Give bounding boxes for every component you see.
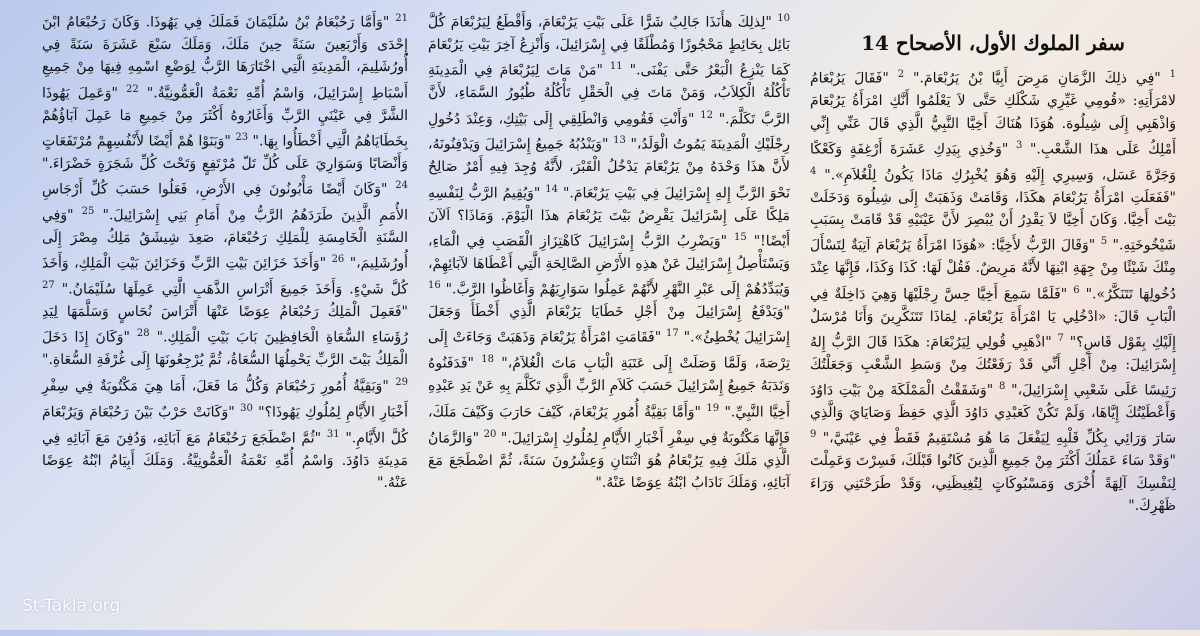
verse-text: "فَدَفَنُوهُ وَنَدَبَهُ جَمِيعُ إِسْرَائِيلَ حَسَبَ كَلاَمِ الرَّبِّ الَّذِي تَكَلَّمَ بِهِ عَنْ يَدِ عَبْدِهِ أَخِيَّا النَّبِيِّ."	[428, 356, 791, 421]
verse-number: 13	[613, 135, 626, 147]
verse-text: "وَيَدْفَعُ إِسْرَائِيلَ مِنْ أَجْلِ خَطَايَا يَرُبْعَامَ الَّذِي أَخْطَأَ وَجَعَلَ إِسْرَائِيلَ يُخْطِئُ»."	[428, 304, 790, 347]
verse-text: "وَعَمِلَ يَهُوذَا الشَّرَّ فِي عَيْنَيِ الرَّبِّ وَأَغَارُوهُ أَكْثَرَ مِنْ جَمِيعِ مَا عَمِلَ آبَاؤُهُمْ بِخَطَايَاهُمُ الَّتِي أَخْطَأُوا بِهَا."	[42, 85, 409, 150]
verse-text: "اذْهَبِي قُولِي لِيَرُبْعَامَ: هكَذَا قَالَ الرَّبُّ إِلهُ إِسْرَائِيلَ: مِنْ أَجْلِ أَنِّي قَدْ رَفَعْتُكَ مِنْ وَسَطِ الشَّعْبِ وَجَعَلْتُكَ رَئِيسًا عَلَى شَعْبِي إِسْرَائِيلَ،"	[810, 334, 1176, 399]
verse-text: "وَأَمَّا رَحُبْعَامُ بْنُ سُلَيْمَانَ فَمَلَكَ فِي يَهُوذَا. وَكَانَ رَحُبْعَامُ ابْنَ إِحْدَى وَأَرْبَعِينَ سَنَةً حِينَ مَلَكَ، وَمَلَكَ سَبْعَ عَشَرَةَ سَنَةً فِي أُورُشَلِيمَ، الْمَدِينَةِ الَّتِي اخْتَارَهَا الرَّبُّ لِوَضْعِ اسْمِهِ فِيهَا مِنْ جَمِيعِ أَسْبَاطِ إِسْرَائِيلَ، وَاسْمُ أُمِّهِ نَعْمَةُ الْعَمُّونِيَّةُ."	[42, 14, 409, 102]
verse-text: "وَكَانَ أَيْضًا مَأْبُونُونَ فِي الأَرْضِ، فَعَلُوا حَسَبَ كُلِّ أَرْجَاسِ الأُمَمِ الَّذِينَ طَرَدَهُمُ الرَّبُّ مِنْ أَمَامِ بَنِي إِسْرَائِيلَ."	[42, 181, 408, 224]
column-text	[810, 64, 1176, 517]
verse-number: 28	[136, 328, 150, 340]
verse-number: 24	[395, 180, 408, 192]
verse-number: 20	[483, 428, 497, 440]
verse-number: 31	[326, 428, 340, 440]
verse-number: 3	[1015, 139, 1023, 151]
verse-number: 10	[777, 13, 790, 24]
verse-text: "مَنْ مَاتَ لِيَرُبْعَامَ فِي الْمَدِينَةِ تَأْكُلُهُ الْكِلاَبُ، وَمَنْ مَاتَ فِي الْحَقْلِ تَأْكُلُهُ طُيُورُ السَّمَاءِ، لأَنَّ الرَّبَّ تَكَلَّمَ."	[428, 62, 791, 128]
column-text	[428, 8, 790, 494]
verse-number: 6	[1073, 284, 1080, 296]
verse-number: 26	[331, 254, 345, 266]
verse-text: "وَيُقِيمُ الرَّبُّ لِنَفْسِهِ مَلِكًا عَلَى إِسْرَائِيلَ يَقْرِضُ بَيْتَ يَرُبْعَامَ هذَا الْيَوْمَ. وَمَاذَا؟ اَلآنَ أَيْضًا!"	[428, 185, 790, 250]
verse-text: "فَعَمِلَ الْمَلِكُ رَحُبْعَامُ عِوَضًا عَنْهَا أَتْرَاسَ نُحَاسٍ وَسَلَّمَهَا لِيَدِ رُؤَسَاءِ السُّعَاةِ الْحَافِظِينَ بَابَ بَيْتِ الْمَلِكِ."	[42, 304, 408, 347]
verse-text: "فَقَامَتِ امْرَأَةُ يَرُبْعَامَ وَذَهَبَتْ وَجَاءَتْ إِلَى تِرْصَةَ، وَلَمَّا وَصَلَتْ إِلَى عَتَبَةِ الْبَابِ مَاتَ الْغُلاَمُ،"	[428, 330, 791, 373]
verse-number: 8	[999, 381, 1006, 393]
verse-number: 16	[428, 280, 441, 292]
verse-text: "وَأَخَذَ خَزَائِنَ بَيْتِ الرَّبِّ وَخَزَائِنَ بَيْتِ الْمَلِكِ، وَأَخَذَ كُلَّ شَيْءٍ. وَأَخَذَ جَمِيعَ أَتْرَاسِ الذَّهَبِ الَّتِي عَمِلَهَا سُلَيْمَانُ."	[42, 255, 408, 298]
verse-text: "وَقَالَ الرَّبُّ لأَخِيَّا: «هُوَذَا امْرَأَةُ يَرُبْعَامَ آتِيَةٌ لِتَسْأَلَ مِنْكَ شَيْئًا مِنْ جِهَةِ ابْنِهَا لأَنَّهُ مَرِيضٌ. فَقُلْ لَهَا: كَذَا وَكَذَا، فَإِنَّهَا عِنْدَ دُخُولِهَا تَتَنَكَّرُ»."	[810, 238, 1177, 303]
verse-number: 7	[1057, 332, 1064, 344]
verse-text: "لِذلِكَ هأَنَذَا جَالِبٌ شَرًّا عَلَى بَيْتِ يَرُبْعَامَ، وَأَقْطَعُ لِيَرُبْعَامَ كُلَّ بَائِل بِحَائِطٍ مَحْجُوزًا وَمُطْلَقًا فِي إِسْرَائِيلَ، وَأَنْزِعُ آخِرَ بَيْتِ يَرُبْعَامَ كَمَا يَنْزِعُ الْبَعْرُ حَتَّى يَفْنَى."	[428, 14, 790, 79]
verse-number: 23	[235, 131, 249, 143]
verse-number: 12	[700, 109, 713, 121]
verse-text: "وَأَمَّا بَقِيَّةُ أُمُورِ يَرُبْعَامَ، كَيْفَ حَارَبَ وَكَيْفَ مَلَكَ، فَإِنَّهَا مَكْتُوبَةٌ فِي سِفْرِ أَخْبَارِ الأَيَّامِ لِمُلُوكِ إِسْرَائِيلَ."	[428, 404, 790, 447]
verse-text: "فَقَالَ يَرُبْعَامُ لامْرَأَتِهِ: «قُومِي غَيِّرِي شَكْلَكِ حَتَّى لاَ يَعْلَمُوا أَنَّكِ امْرَأَةُ يَرُبْعَامَ وَاذْهَبِي إِلَى شِيلُوهَ. هُوَذَا هُنَاكَ أَخِيَّا النَّبِيُّ الَّذِي قَالَ عَنِّي إِنِّي أَمْلِكُ عَلَى هذَا الشَّعْبِ."	[810, 70, 1177, 158]
text-column-2	[418, 6, 800, 636]
verse-text: "فَفَعَلَتِ امْرَأَةُ يَرُبْعَامَ هكَذَا، وَقَامَتْ وَذَهَبَتْ إِلَى شِيلُوهَ وَدَخَلَتْ بَيْتَ أَخِيَّا. وَكَانَ أَخِيَّا لاَ يَقْدِرُ أَنْ يُبْصِرَ لأَنَّ عَيْنَيْهِ قَدْ قَامَتْ بِسَبَبِ شَيْخُوخَتِهِ."	[810, 189, 1177, 254]
watermark-logo: St-Takla.org	[22, 596, 121, 616]
verse-number: 19	[706, 402, 720, 414]
verse-number: 27	[42, 280, 55, 292]
verse-number: 11	[609, 61, 623, 73]
chapter-title: سفر الملوك الأول، الأصحاح 14	[861, 31, 1125, 55]
verse-number: 18	[481, 354, 494, 366]
verse-number: 25	[81, 206, 95, 217]
verse-number: 1	[1169, 69, 1177, 81]
verse-number: 21	[395, 13, 408, 24]
verse-text: "وَكَانَتْ حَرْبٌ بَيْنَ رَحُبْعَامَ وَيَرُبْعَامَ كُلَّ الأَيَّامِ."	[42, 404, 409, 447]
verse-text: "وَفِي السَّنَةِ الْخَامِسَةِ لِلْمَلِكِ رَحُبْعَامَ، صَعِدَ شِيشَقُ مَلِكُ مِصْرَ إِلَى أُورُشَلِيمَ،"	[42, 207, 408, 272]
verse-text: "وَالزَّمَانُ الَّذِي مَلَكَ فِيهِ يَرُبْعَامُ هُوَ اثْنَتَانِ وَعِشْرُونَ سَنَةً، ثُمَّ اضْطَجَعَ مَعَ آبَائِهِ، وَمَلَكَ نَادَابُ ابْنُهُ عِوَضًا عَنْهُ."	[428, 430, 790, 491]
column-text	[42, 8, 408, 494]
verse-text: "وَشَقَقْتُ الْمَمْلَكَةَ مِنْ بَيْتِ دَاوُدَ وَأَعْطَيْتُكَ إِيَّاهَا، وَلَمْ تَكُنْ كَعَبْدِي دَاوُدَ الَّذِي حَفِظَ وَصَايَايَ وَالَّذِي سَارَ وَرَائِي بِكُلِّ قَلْبِهِ لِيَفْعَلَ مَا هُوَ مُسْتَقِيمٌ فَقَطْ فِي عَيْنَيَّ،"	[810, 382, 1176, 447]
verse-text: "فَلَمَّا سَمِعَ أَخِيَّا حِسَّ رِجْلَيْهَا وَهِيَ دَاخِلَةٌ فِي الْبَابِ قَالَ: «ادْخُلِي يَا امْرَأَةَ يَرُبْعَامَ. لِمَاذَا تَتَنَكَّرِينَ وَأَنَا مُرْسَلٌ إِلَيْكِ بِقَوْل قَاسٍ؟"	[810, 286, 1176, 351]
verse-text: "وَقَدْ سَاءَ عَمَلُكَ أَكْثَرَ مِنْ جَمِيعِ الَّذِينَ كَانُوا قَبْلَكَ، فَسِرْتَ وَعَمِلْتَ لِنَفْسِكَ آلِهَةً أُخْرَى وَمَسْبُوكَاتٍ لِتُغِيظَنِي، وَقَدْ طَرَحْتَنِي وَرَاءَ ظَهْرِكَ."	[810, 453, 1176, 514]
verse-number: 29	[395, 376, 408, 388]
verse-number: 9	[810, 429, 817, 441]
verse-text: "وَخُذِي بِيَدِكِ عَشَرَةَ أَرْغِفَةٍ وَكَعْكًا وَجَرَّةَ عَسَل، وَسِيرِي إِلَيْهِ وَهُوَ يُخْبِرُكِ مَاذَا يَكُونُ لِلْغُلاَمِ»."	[810, 141, 1176, 184]
verse-number: 22	[126, 83, 139, 95]
verse-number: 4	[810, 165, 817, 177]
text-column-1	[800, 6, 1182, 636]
text-column-3	[36, 6, 418, 636]
verse-text: "وَبَقِيَّةُ أُمُورِ رَحُبْعَامَ وَكُلُّ مَا فَعَلَ، أَمَا هِيَ مَكْتُوبَةٌ فِي سِفْرِ أَخْبَارِ الأَيَّامِ لِمُلُوكِ يَهُوذَا؟"	[42, 378, 408, 421]
verse-text: "وَيَنْدُبُهُ جَمِيعُ إِسْرَائِيلَ وَيَدْفِنُونَهُ، لأَنَّ هذَا وَحْدَهُ مِنْ يَرُبْعَامَ يَدْخُلُ الْقَبْرَ، لأَنَّهُ وُجِدَ فِيهِ أَمْرٌ صَالِحٌ نَحْوَ الرَّبِّ إِلهِ إِسْرَائِيلَ فِي بَيْتِ يَرُبْعَامَ."	[428, 137, 790, 202]
verse-text: "وَكَانَ إِذَا دَخَلَ الْمَلِكُ بَيْتَ الرَّبِّ يَحْمِلُهَا السُّعَاةُ، ثُمَّ يُرْجِعُونَهَا إِلَى غُرْفَةِ السُّعَاةِ."	[42, 330, 408, 369]
verse-number: 15	[734, 231, 747, 243]
verse-text: "وَيَضْرِبُ الرَّبُّ إِسْرَائِيلَ كَاهْتِزَازِ الْقَصَبِ فِي الْمَاءِ، وَيَسْتَأْصِلُ إِسْرَائِيلَ عَنْ هذِهِ الأَرْضِ الصَّالِحَةِ الَّتِي أَعْطَاهَا لآبَائِهِمْ، وَيُبَدِّدُهُمْ إِلَى عَبْرِ النَّهْرِ لأَنَّهُمْ عَمِلُوا سَوَارِيَهُمْ وَأَغَاظُوا الرَّبَّ."	[428, 233, 790, 298]
verse-number: 14	[545, 183, 559, 195]
verse-number: 17	[666, 328, 679, 340]
verse-text: "وَبَنَوْا هُمْ أَيْضًا لأَنْفُسِهِمْ مُرْتَفَعَاتٍ وَأَنْصَابًا وَسَوَارِيَ عَلَى كُلِّ تَلّ مُرْتَفِعٍ وَتَحْتَ كُلِّ شَجَرَةٍ خَضْرَاءَ."	[42, 133, 408, 172]
verse-number: 5	[1100, 236, 1108, 248]
verse-text: "ثُمَّ اضْطَجَعَ رَحُبْعَامُ مَعَ آبَائِهِ، وَدُفِنَ مَعَ آبَائِهِ فِي مَدِينَةِ دَاوُدَ. وَاسْمُ أُمِّهِ نَعْمَةُ الْعَمُّونِيَّةُ. وَمَلَكَ أَبِيَامُ ابْنُهُ عِوَضًا عَنْهُ."	[42, 430, 408, 491]
verse-text: "فِي ذلِكَ الزَّمَانِ مَرِضَ أَبِيَّا بْنُ يَرُبْعَامَ."	[904, 70, 1161, 87]
verse-text: "وَأَنْتِ فَقُومِي وَانْطَلِقِي إِلَى بَيْتِكِ، وَعِنْدَ دُخُولِ رِجْلَيْكِ الْمَدِينَةَ يَمُوتُ الْوَلَدُ،"	[428, 111, 790, 154]
verse-number: 30	[240, 402, 253, 414]
verse-number: 2	[897, 69, 905, 81]
